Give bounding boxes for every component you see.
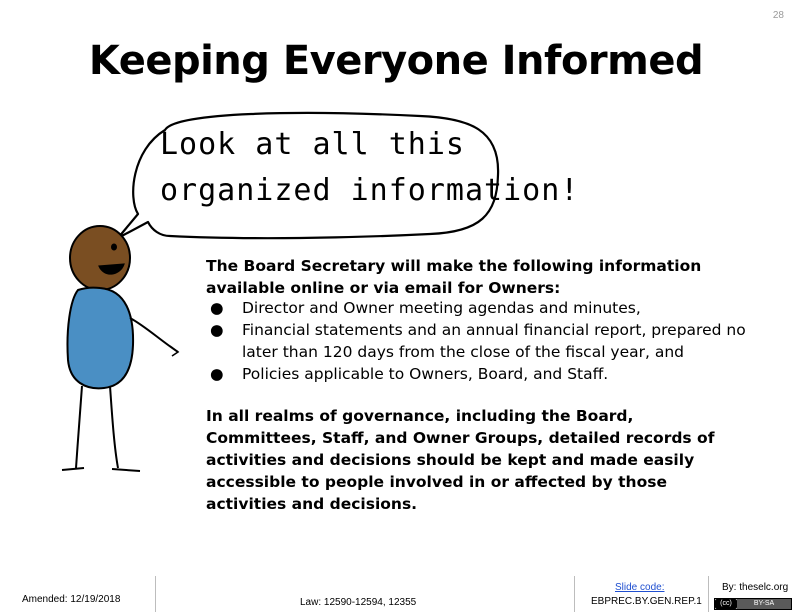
speech-bubble-line-1: Look at all this — [160, 127, 465, 162]
bullet-icon: ● — [210, 365, 224, 383]
bullet-icon: ● — [210, 321, 224, 339]
page-number: 28 — [772, 10, 784, 21]
figure-leg-right — [110, 386, 118, 468]
list-item — [206, 297, 766, 319]
figure-body — [67, 288, 133, 389]
law-reference: Law: 12590-12594, 12355 — [300, 597, 417, 608]
amended-date: Amended: 12/19/2018 — [22, 594, 121, 605]
intro-paragraph: The Board Secretary will make the following information available online or via email for Owners: — [206, 257, 702, 297]
list-item-text: Director and Owner meeting agendas and minutes, — [242, 299, 641, 317]
footer-divider — [155, 576, 156, 612]
footer — [0, 576, 792, 612]
figure-head — [70, 226, 130, 290]
footer-divider — [574, 576, 575, 612]
bullet-icon: ● — [210, 299, 224, 317]
creative-commons-icon: (cc) — [715, 599, 737, 609]
speech-bubble-line-2: organized information! — [160, 173, 580, 208]
slide-code: EBPREC.BY.GEN.REP.1 — [591, 596, 702, 607]
information-list — [206, 297, 766, 385]
cc-license-badge[interactable] — [714, 598, 792, 610]
list-item-text: Policies applicable to Owners, Board, and Staff. — [242, 365, 609, 383]
figure-eye — [111, 244, 117, 251]
figure-leg-left — [76, 386, 82, 468]
list-item — [206, 363, 766, 385]
author-credit: By: theselc.org — [722, 582, 789, 593]
speech-bubble-text — [160, 122, 580, 214]
slide-code-link[interactable]: Slide code: — [615, 582, 665, 593]
license-label: BY-SA — [737, 599, 791, 609]
page-title: Keeping Everyone Informed — [88, 38, 704, 84]
footer-divider — [708, 576, 709, 612]
list-item-text: Financial statements and an annual financial report, prepared no later than 120 days from the close of the fiscal year, and — [242, 321, 746, 361]
closing-paragraph: In all realms of governance, including the Board, Committees, Staff, and Owner Groups, detailed records of activities and decisions should be kept and made easily accessible to people involved in or affected by those activities and decisions. — [206, 407, 715, 513]
list-item — [206, 319, 766, 363]
